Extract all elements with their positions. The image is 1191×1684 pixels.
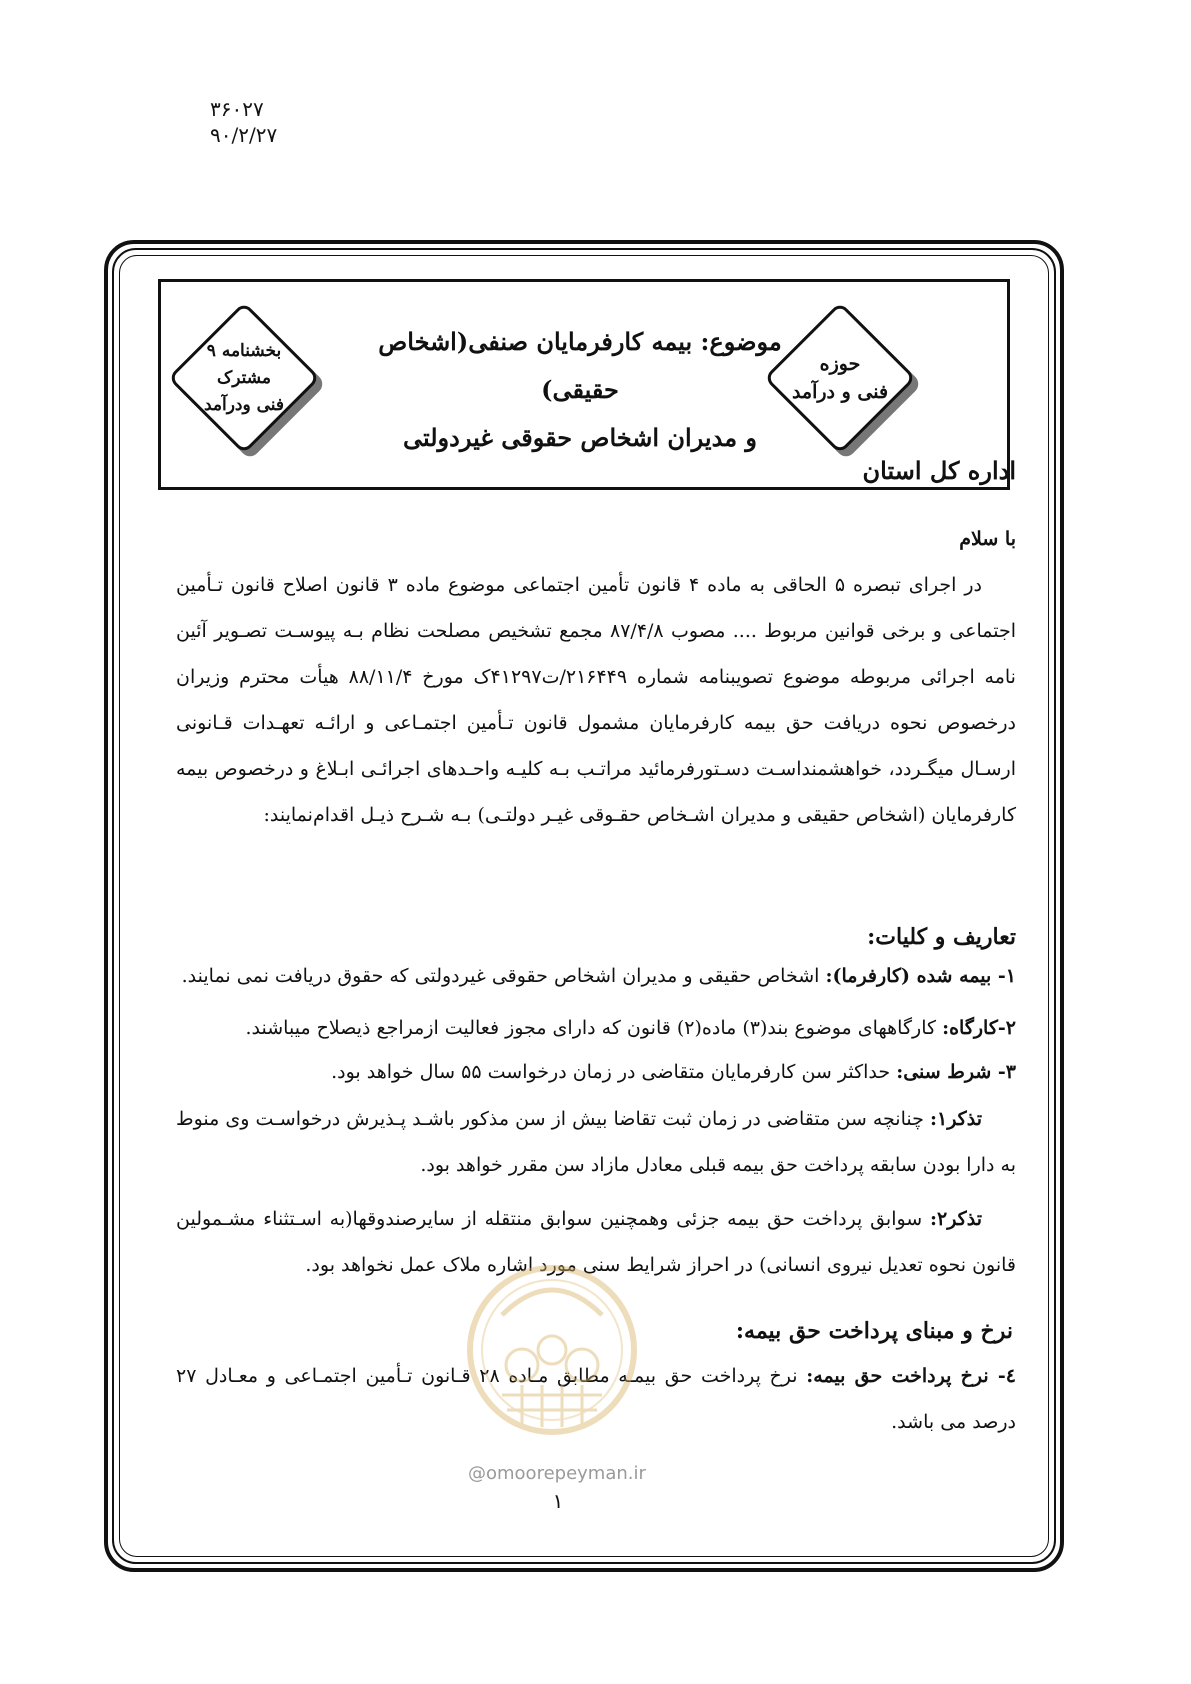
subject-line-1: موضوع: بیمه کارفرمایان صنفی(اشخاص حقیقی) bbox=[378, 327, 782, 404]
note-text: چنانچه سن متقاضی در زمان ثبت تقاضا بیش از سن مذکور باشـد پـذیرش درخواسـت وی منوط به دارا بودن سابقه پرداخت حق بیمه قبلی معادل مازاد سن مقرر خواهد بود. bbox=[176, 1108, 1016, 1176]
badge-line-1: حوزه bbox=[819, 353, 861, 375]
definition-label: ۱- بیمه شده (کارفرما): bbox=[825, 965, 1016, 987]
badge-text bbox=[166, 300, 322, 456]
addressee: اداره کل استان bbox=[862, 456, 1016, 485]
circular-badge bbox=[166, 300, 326, 460]
definition-item bbox=[246, 1010, 1016, 1046]
note-1 bbox=[176, 1096, 1016, 1188]
rate-text: نرخ پرداخت حق بیمـه مطابق مـاده ۲۸ قـانون تـأمین اجتمـاعی و معـادل ۲۷ درصد می باشد. bbox=[176, 1365, 1016, 1433]
rate-label: ٤- نرخ پرداخت حق بیمه: bbox=[806, 1365, 1016, 1387]
page-number: ۱ bbox=[552, 1489, 564, 1513]
note-text: سوابق پرداخت حق بیمه جزئی وهمچنین سوابق منتقله از سایرصندوقها(به اسـتثناء مشـمولین قانون نحوه تعدیل نیروی انسانی) در احراز شرایط سنی مورد اشاره ملاک عمل نخواهد بود. bbox=[176, 1208, 1016, 1276]
subject-title bbox=[360, 318, 800, 462]
definition-label: ۳- شرط سنی: bbox=[896, 1061, 1016, 1083]
note-label: تذکر۲: bbox=[929, 1208, 982, 1230]
reference-date: ۹۰/۲/۲۷ bbox=[210, 123, 278, 147]
definition-item bbox=[331, 1054, 1016, 1090]
badge-line-2: فنی و درآمد bbox=[791, 381, 889, 403]
reference-block bbox=[210, 96, 277, 148]
greeting: با سلام bbox=[959, 528, 1016, 550]
definition-text: کارگاههای موضوع بند(۳) ماده(۲) قانون که دارای مجوز فعالیت ازمراجع ذیصلاح میباشند. bbox=[245, 1017, 943, 1039]
intro-paragraph: در اجرای تبصره ۵ الحاقی به ماده ۴ قانون تأمین اجتماعی موضوع ماده ۳ قانون اصلاح قانون تـأمین اجتماعی و برخی قوانین مربوط .... مصوب ۸۷/۴/۸ مجمع تشخیص مصلحت نظام بـه پیوسـت تصـویر آئین نامه اجرائی مربوطه موضوع تصویبنامه شماره ۲۱۶۴۴۹/ت۴۱۲۹۷ک مورخ ۸۸/۱۱/۴ هیأت محترم وزیران درخصوص نحوه دریافت حق بیمه کارفرمایان مشمول قانون تـأمین اجتمـاعی و ارائـه تعهـدات قـانونی ارسـال میگـردد، خواهشمنداسـت دسـتورفرمائید مراتـب بـه کلیـه واحـدهای اجرائـی ابـلاغ و درخصوص بیمه کارفرمایان (اشخاص حقیقی و مدیران اشـخاص حقـوقی غیـر دولتـی) بـه شـرح ذیـل اقدام‌نمایند: bbox=[176, 574, 1016, 826]
definition-text: اشخاص حقیقی و مدیران اشخاص حقوقی غیردولتی که حقوق دریافت نمی نمایند. bbox=[181, 965, 826, 987]
section-title-rate: نرخ و مبنای پرداخت حق بیمه: bbox=[735, 1318, 1013, 1344]
reference-number: ۳۶۰۲۷ bbox=[210, 97, 264, 121]
subject-line-2: و مدیران اشخاص حقوقی غیردولتی bbox=[403, 423, 757, 452]
note-label: تذکر۱: bbox=[929, 1108, 982, 1130]
watermark-url: @omoorepeyman.ir bbox=[468, 1463, 646, 1484]
badge-line-1: بخشنامه ۹ bbox=[206, 340, 282, 361]
section-title-definitions: تعاریف و کلیات: bbox=[867, 924, 1016, 950]
definition-label: ۲-کارگاه: bbox=[942, 1017, 1016, 1039]
definition-item bbox=[182, 958, 1016, 994]
badge-line-2: مشترک bbox=[217, 367, 271, 388]
definition-text: حداکثر سن کارفرمایان متقاضی در زمان درخواست ۵۵ سال خواهد بود. bbox=[331, 1061, 897, 1083]
watermark-logo bbox=[462, 1255, 642, 1445]
badge-line-3: فنی ودرآمد bbox=[203, 394, 285, 415]
